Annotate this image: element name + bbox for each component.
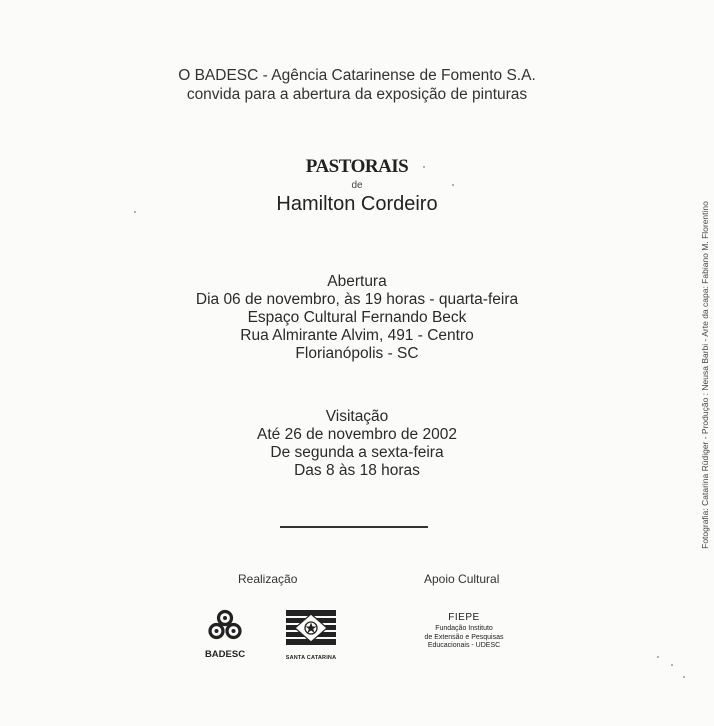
invitation-intro: [0, 66, 714, 104]
intro-line-2: convida para a abertura da exposição de pinturas: [186, 86, 528, 103]
visitation-section: [0, 408, 714, 480]
badesc-logo: [198, 608, 252, 660]
fiepe-name: FIEPE: [448, 612, 480, 623]
santa-catarina-caption: SANTA CATARINA: [285, 655, 337, 661]
scan-speck: [671, 664, 673, 666]
opening-city: Florianópolis - SC: [295, 345, 419, 362]
visitation-days: De segunda a sexta-feira: [270, 444, 444, 461]
scan-speck: [657, 656, 659, 658]
santa-catarina-logo: [283, 610, 339, 661]
fiepe-logo: [408, 612, 520, 651]
fiepe-line-2: de Extensão e Pesquisas: [424, 633, 504, 641]
opening-heading: Abertura: [327, 273, 387, 290]
scan-speck: [423, 166, 425, 168]
artist-name: Hamilton Cordeiro: [276, 193, 438, 215]
opening-venue: Espaço Cultural Fernando Beck: [247, 309, 467, 326]
intro-line-1: O BADESC - Agência Catarinense de Fomento S.A.: [178, 67, 536, 84]
realizacao-label: Realização: [238, 572, 298, 586]
fiepe-description: [408, 625, 520, 651]
scan-speck: [134, 211, 136, 213]
fiepe-line-3: Educacionais - UDESC: [427, 642, 501, 649]
visitation-heading: Visitação: [325, 408, 389, 425]
fiepe-line-1: Fundação Instituto: [435, 625, 493, 632]
divider-line: [280, 526, 428, 528]
exhibition-title: PASTORAIS: [305, 156, 409, 177]
opening-date: Dia 06 de novembro, às 19 horas - quarta-feira: [195, 291, 519, 308]
exhibition-by: de: [351, 180, 363, 191]
badesc-mark-icon: [198, 608, 252, 644]
apoio-cultural-label: Apoio Cultural: [424, 572, 500, 586]
opening-address: Rua Almirante Alvim, 491 - Centro: [240, 327, 474, 344]
opening-section: [0, 273, 714, 363]
state-flag-icon: [283, 610, 339, 648]
visitation-hours: Das 8 às 18 horas: [294, 462, 420, 479]
visitation-until: Até 26 de novembro de 2002: [257, 426, 457, 443]
scan-speck: [683, 676, 685, 678]
badesc-caption: BADESC: [204, 649, 246, 660]
photo-credits: Fotografia: Catarina Rüdiger - Produção : Neusa Barbi - Arte da capa: Fabiano M. Florentino: [700, 201, 710, 549]
scan-speck: [452, 184, 454, 186]
